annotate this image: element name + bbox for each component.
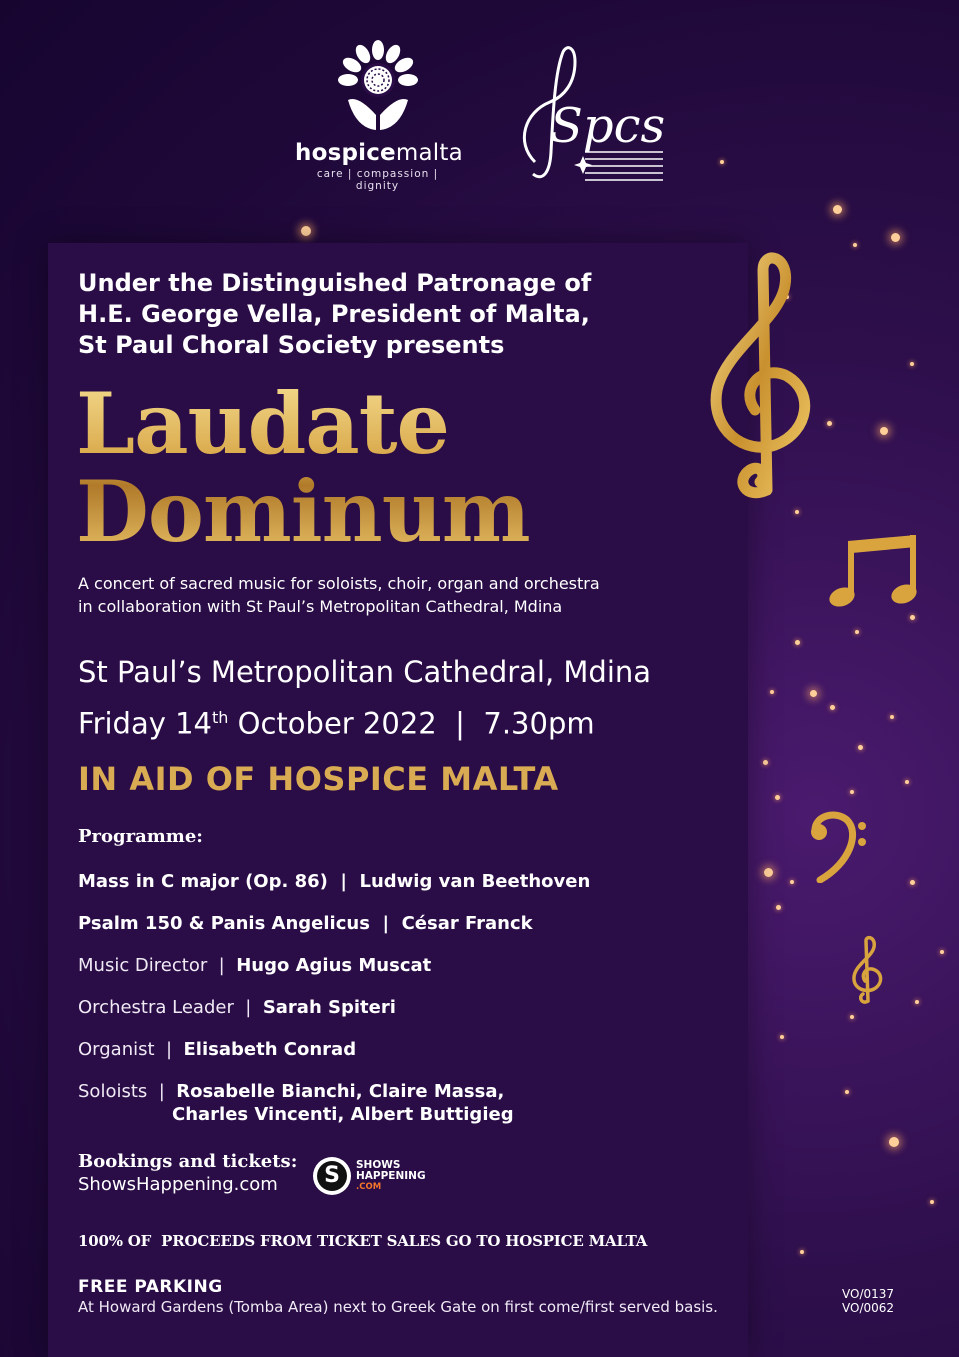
logo-header	[0, 40, 959, 190]
programme-item: Orchestra Leader | Sarah Spiteri	[78, 997, 396, 1018]
bookings-heading: Bookings and tickets:	[78, 1151, 298, 1172]
programme-item: Mass in C major (Op. 86) | Ludwig van Beethoven	[78, 871, 591, 892]
programme-item: Psalm 150 & Panis Angelicus | César Franck	[78, 913, 533, 934]
svg-text:Spcs: Spcs	[550, 98, 665, 154]
small-treble-clef-icon	[850, 935, 886, 1005]
venue-place: St Paul’s Metropolitan Cathedral, Mdina	[78, 655, 652, 689]
programme-item-continued: Charles Vincenti, Albert Buttigieg	[172, 1104, 514, 1125]
sunflower-logo-icon	[338, 40, 418, 132]
patronage-text: Under the Distinguished Patronage of H.E. George Vella, President of Malta, St Paul Choral Society presents	[78, 269, 592, 359]
parking-heading: FREE PARKING	[78, 1277, 223, 1297]
showshappening-logo: S SHOWS HAPPENING .COM	[313, 1157, 433, 1197]
programme-item: Music Director | Hugo Agius Muscat	[78, 955, 432, 976]
hospice-tagline: care | compassion | dignity	[316, 168, 439, 192]
event-date: Friday 14th October 2022 | 7.30pm	[78, 706, 595, 741]
programme-heading: Programme:	[78, 826, 203, 847]
programme-item: Soloists | Rosabelle Bianchi, Claire Massa,	[78, 1081, 505, 1102]
hospice-malta-logo	[295, 40, 463, 192]
programme-item: Organist | Elisabeth Conrad	[78, 1039, 357, 1060]
spcs-logo	[505, 42, 665, 187]
parking-info	[78, 1277, 718, 1316]
eighth-notes-icon	[828, 533, 918, 608]
bookings-info	[78, 1150, 297, 1196]
proceeds-note: 100% OF PROCEEDS FROM TICKET SALES GO TO HOSPICE MALTA	[78, 1232, 648, 1250]
reference-codes: VO/0137 VO/0062	[842, 1287, 895, 1315]
in-aid-heading: IN AID OF HOSPICE MALTA	[78, 760, 559, 798]
hospice-malta-wordmark: hospicemalta	[295, 140, 463, 166]
event-title: Laudate Dominum	[76, 374, 530, 561]
bookings-link[interactable]: ShowsHappening.com	[78, 1174, 278, 1195]
treble-clef-icon	[705, 250, 830, 505]
showshappening-s-icon: S	[313, 1157, 351, 1195]
event-description: A concert of sacred music for soloists, choir, organ and orchestra in collaboration with St Paul’s Metropolitan Cathedral, Mdina	[78, 574, 600, 616]
bass-clef-icon	[805, 808, 870, 883]
parking-text: At Howard Gardens (Tomba Area) next to Greek Gate on first come/first served basis.	[78, 1298, 718, 1316]
venue-datetime	[78, 650, 651, 747]
